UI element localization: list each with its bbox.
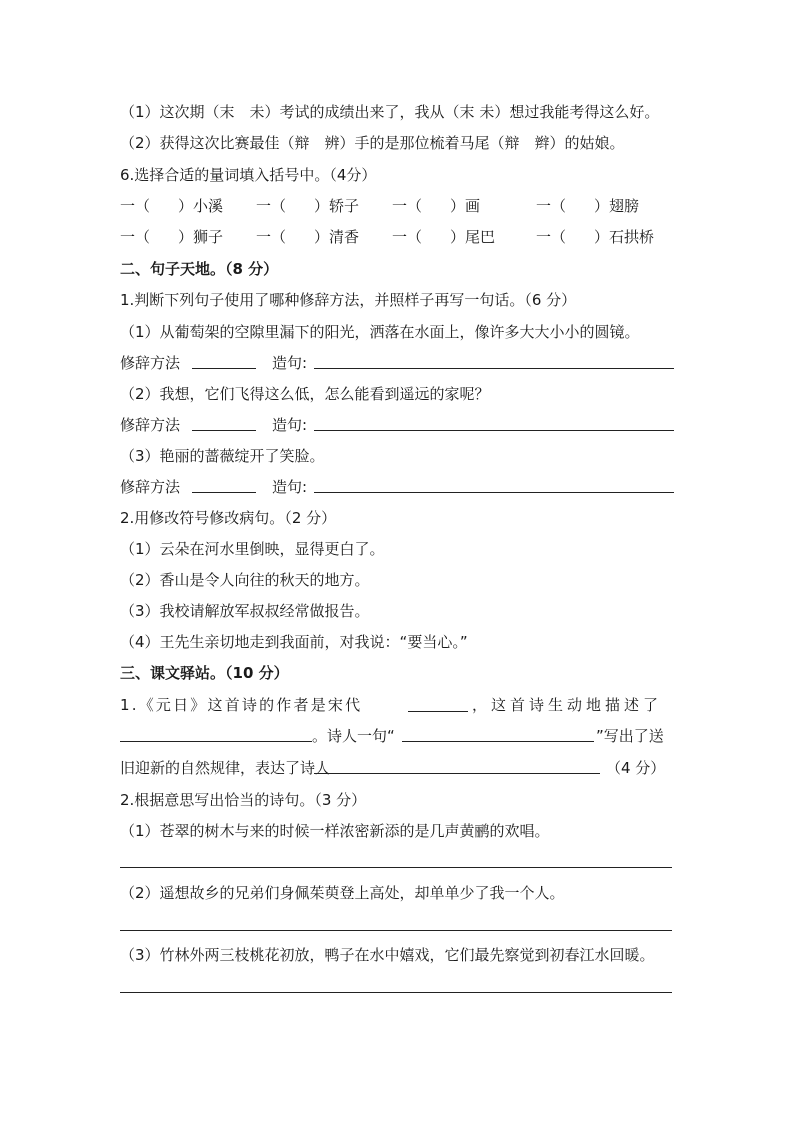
measure-word-item: 一（ ）轿子 bbox=[256, 197, 360, 215]
q5-item-2: （2）获得这次比赛最佳（辩 辨）手的是那位梳着马尾（辩 辫）的姑娘。 bbox=[120, 134, 625, 152]
faulty-sentence-2: （2）香山是令人向往的秋天的地方。 bbox=[120, 571, 370, 589]
rhetoric-method-blank[interactable] bbox=[192, 368, 256, 369]
sec2-q2-title: 2.用修改符号修改病句。（2 分） bbox=[120, 509, 337, 527]
make-sentence-label: 造句: bbox=[272, 354, 308, 372]
poem-meaning-2: （2）遥想故乡的兄弟们身佩茱萸登上高处，却单单少了我一个人。 bbox=[120, 884, 565, 902]
poem-q1-part1: 1.《元日》这首诗的作者是宋代 bbox=[120, 696, 363, 714]
measure-word-item: 一（ ）翅膀 bbox=[536, 197, 640, 215]
poem-q1-part5: 旧迎新的自然规律，表达了诗人 bbox=[120, 759, 331, 777]
emotion-blank[interactable] bbox=[314, 773, 600, 774]
poem-answer-line-3[interactable] bbox=[120, 992, 672, 993]
rhetoric-method-blank[interactable] bbox=[192, 492, 256, 493]
faulty-sentence-1: （1）云朵在河水里倒映，显得更白了。 bbox=[120, 540, 385, 558]
make-sentence-label: 造句: bbox=[272, 478, 308, 496]
measure-word-item: 一（ ）尾巴 bbox=[392, 228, 496, 246]
measure-word-item: 一（ ）小溪 bbox=[120, 197, 224, 215]
measure-word-item: 一（ ）石拱桥 bbox=[536, 228, 655, 246]
poem-answer-line-2[interactable] bbox=[120, 930, 672, 931]
rhetoric-method-label: 修辞方法 bbox=[120, 354, 181, 372]
poem-meaning-3: （3）竹林外两三枝桃花初放，鸭子在水中嬉戏，它们最先察觉到初春江水回暖。 bbox=[120, 946, 655, 964]
measure-word-item: 一（ ）画 bbox=[392, 197, 481, 215]
make-sentence-blank[interactable] bbox=[314, 368, 674, 369]
rhetoric-sentence-3: （3）艳丽的蔷薇绽开了笑脸。 bbox=[120, 447, 325, 465]
poem-q1-part4: ”写出了送 bbox=[596, 727, 664, 745]
rhetoric-sentence-1: （1）从葡萄架的空隙里漏下的阳光，洒落在水面上，像许多大大小小的圆镜。 bbox=[120, 323, 640, 341]
measure-word-item: 一（ ）狮子 bbox=[120, 228, 224, 246]
make-sentence-label: 造句: bbox=[272, 416, 308, 434]
faulty-sentence-3: （3）我校请解放军叔叔经常做报告。 bbox=[120, 602, 370, 620]
section-3-heading: 三、课文驿站。（10 分） bbox=[120, 664, 289, 682]
poem-line-blank[interactable] bbox=[402, 741, 594, 742]
rhetoric-method-label: 修辞方法 bbox=[120, 478, 181, 496]
poem-q1-part2: ，这首诗生动地描述了 bbox=[472, 696, 663, 714]
faulty-sentence-4: （4）王先生亲切地走到我面前，对我说：“要当心。” bbox=[120, 633, 468, 651]
q6-title: 6.选择合适的量词填入括号中。（4分） bbox=[120, 166, 377, 184]
author-blank[interactable] bbox=[408, 711, 468, 712]
measure-word-item: 一（ ）清香 bbox=[256, 228, 360, 246]
section-2-heading: 二、句子天地。（8 分） bbox=[120, 260, 279, 278]
description-blank[interactable] bbox=[120, 741, 312, 742]
poem-q1-part6: （4 分） bbox=[606, 759, 666, 777]
sec2-q1-title: 1.判断下列句子使用了哪种修辞方法，并照样子再写一句话。（6 分） bbox=[120, 291, 577, 309]
q5-item-1: （1）这次期（末 未）考试的成绩出来了，我从（末 未）想过我能考得这么好。 bbox=[120, 103, 660, 121]
poem-answer-line-1[interactable] bbox=[120, 867, 672, 868]
make-sentence-blank[interactable] bbox=[314, 492, 674, 493]
sec3-q2-title: 2.根据意思写出恰当的诗句。（3 分） bbox=[120, 791, 367, 809]
rhetoric-method-blank[interactable] bbox=[192, 430, 256, 431]
poem-meaning-1: （1）苍翠的树木与来的时候一样浓密新添的是几声黄鹂的欢唱。 bbox=[120, 822, 550, 840]
make-sentence-blank[interactable] bbox=[314, 430, 674, 431]
rhetoric-method-label: 修辞方法 bbox=[120, 416, 181, 434]
poem-q1-part3: 。诗人一句“ bbox=[312, 727, 395, 745]
rhetoric-sentence-2: （2）我想，它们飞得这么低，怎么能看到遥远的家呢？ bbox=[120, 385, 490, 403]
